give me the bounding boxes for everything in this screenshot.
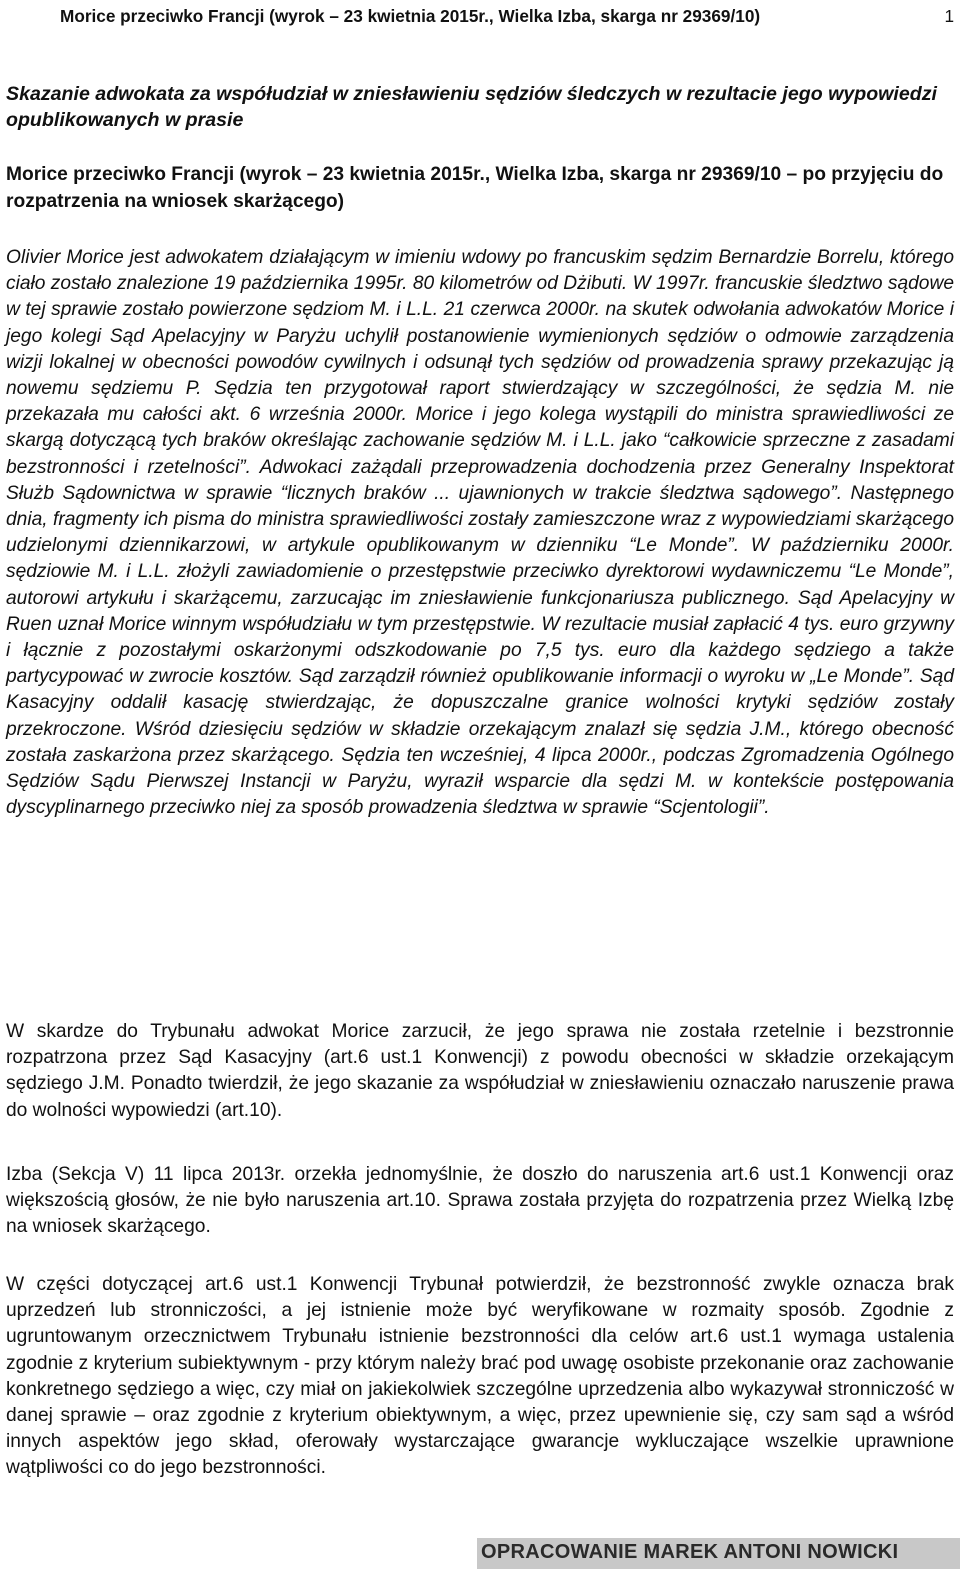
- facts-paragraph: Olivier Morice jest adwokatem działającym w imieniu wdowy po francuskim sędzim Bernardzie Borrelu, którego ciało zostało znalezione 19 października 1995r. 80 kilometrów od Dżibuti. W 1997r. francuskie śledztwo sądowe w tej sprawie zostało powierzone sędziom M. i L.L. 21 czerwca 2000r. na skutek odwołania adwokatów Morice i jego kolegi Sąd Apelacyjny w Paryżu uchylił postanowienie wymienionych sędziów o odmowie zarządzenia wizji lokalnej w obecności powodów cywilnych i odsunął tych sędziów od prowadzenia sprawy przekazując ją nowemu sędziemu P. Sędzia ten przygotował raport stwierdzający w szczególności, że sędzia M. nie przekazała mu całości akt. 6 września 2000r. Morice i jego kolega wystąpili do ministra sprawiedliwości ze skargą dotyczącą tych braków określając zachowanie sędziów M. i L.L. jako “całkowicie sprzeczne z zasadami bezstronności i rzetelności”. Adwokaci zażądali przeprowadzenia dochodzenia przez Generalny Inspektorat Służb Sądownictwa w sprawie “licznych braków ... ujawnionych w trakcie śledztwa sądowego”. Następnego dnia, fragmenty ich pisma do ministra sprawiedliwości zostały zamieszczone wraz z wypowiedziami skarżącego udzielonymi dziennikarzowi, w artykule opublikowanym w dzienniku “Le Monde”. W październiku 2000r. sędziowie M. i L.L. złożyli zawiadomienie o przestępstwie przeciwko dyrektorowi wydawniczemu “Le Monde”, autorowi artykułu i skarżącemu, zarzucając im zniesławienie funkcjonariusza publicznego. Sąd Apelacyjny w Ruen uznał Morice winnym współudziału w tym przestępstwie. W rezultacie musiał zapłacić 4 tys. euro grzywny i łącznie z pozostałymi oskarżonymi odszkodowanie po 7,5 tys. euro dla każdego sędziego a także partycypować w zwrocie kosztów. Sąd zarządził również opublikowanie informacji o wyroku w „Le Monde”. Sąd Kasacyjny oddalił kasację stwierdzając, że dopuszczalne granice wolności krytyki sędziów zostały przekroczone. Wśród dziesięciu sędziów w składzie orzekającym znalazł się sędzia J.M., którego obecność została zaskarżona przez skarżącego. Sędzia ten wcześniej, 4 lipca 2000r., podczas Zgromadzenia Ogólnego Sędziów Sądu Pierwszej Instancji w Paryżu, wyraził wsparcie dla sędzi M. w kontekście postępowania dyscyplinarnego przeciwko niej za sposób prowadzenia śledztwa w sprawie “Scjentologii”.: [6, 247, 954, 819]
- case-reference: Morice przeciwko Francji (wyrok – 23 kwietnia 2015r., Wielka Izba, skarga nr 29369/10 – po przyjęciu do rozpatrzenia na wniosek skarżącego): [6, 164, 944, 212]
- running-title: Morice przeciwko Francji (wyrok – 23 kwietnia 2015r., Wielka Izba, skarga nr 29369/10): [60, 6, 761, 26]
- footer-credit-bar: [477, 1538, 960, 1569]
- complaint-paragraph: W skardze do Trybunału adwokat Morice zarzucił, że jego sprawa nie została rzetelnie i bezstronnie rozpatrzona przez Sąd Kasacyjny (art.6 ust.1 Konwencji) z powodu obecności w składzie orzekającym sędziego J.M. Ponadto twierdził, że jego skazanie za współudział w zniesławieniu oznaczało naruszenie prawa do wolności wypowiedzi (art.10).: [6, 1021, 954, 1121]
- page-number: 1: [944, 6, 954, 26]
- article-title: Skazanie adwokata za współudział w zniesławieniu sędziów śledczych w rezultacie jego wypowiedzi opublikowanych w prasie: [6, 83, 937, 131]
- chamber-paragraph: Izba (Sekcja V) 11 lipca 2013r. orzekła jednomyślnie, że doszło do naruszenia art.6 ust.1 Konwencji oraz większością głosów, że nie było naruszenia art.10. Sprawa została przyjęta do rozpatrzenia przez Wielką Izbę na wniosek skarżącego.: [6, 1164, 954, 1238]
- court-reasoning-paragraph: W części dotyczącej art.6 ust.1 Konwencji Trybunał potwierdził, że bezstronność zwykle oznacza brak uprzedzeń lub stronniczości, a jej istnienie może być weryfikowane w rozmaity sposób. Zgodnie z ugruntowanym orzecznictwem Trybunału istnienie bezstronności dla celów art.6 ust.1 wymaga ustalenia zgodnie z kryterium subiektywnym - przy którym należy brać pod uwagę osobiste przekonanie oraz zachowanie konkretnego sędziego a więc, czy miał on jakiekolwiek szczególne uprzedzenia albo wykazywał stronniczość w danej sprawie – oraz zgodnie z kryterium obiektywnym, a więc, przez upewnienie się, czy sam sąd a wśród innych aspektów jego skład, oferowały wystarczające gwarancje wykluczające wszelkie uprawnione wątpliwości co do jego bezstronności.: [6, 1274, 954, 1479]
- running-header: [60, 6, 954, 32]
- footer-credit: OPRACOWANIE MAREK ANTONI NOWICKI: [481, 1541, 899, 1563]
